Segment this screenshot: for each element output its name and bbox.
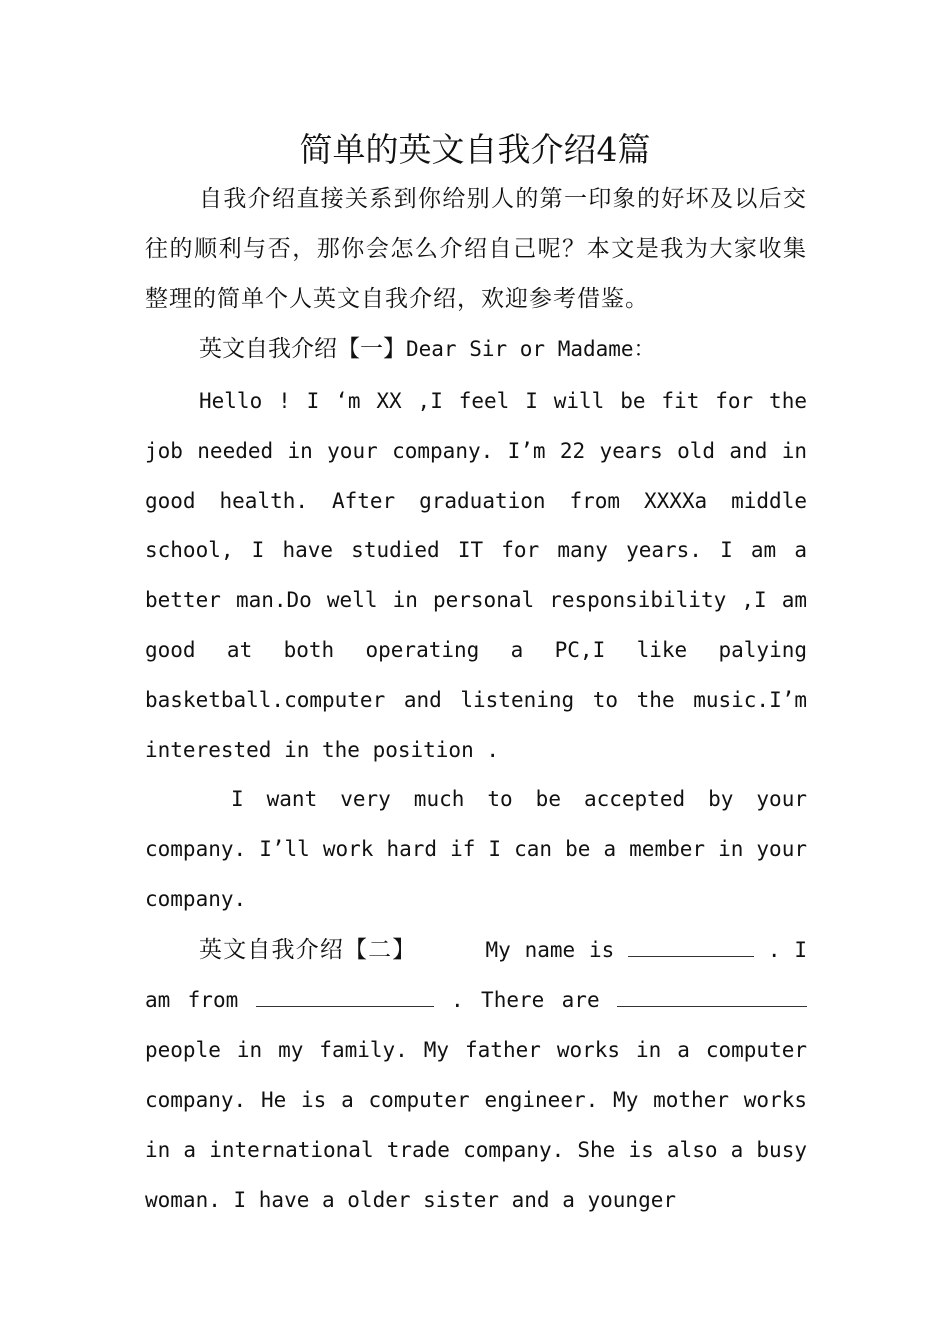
section1-heading-line: [145, 324, 807, 377]
family-count-blank: [617, 990, 807, 1007]
intro-paragraph: 自我介绍直接关系到你给别人的第一印象的好坏及以后交往的顺利与否，那你会怎么介绍自己呢？本文是我为大家收集整理的简单个人英文自我介绍，欢迎参考借鉴。: [145, 186, 807, 312]
document-title: 简单的英文自我介绍4篇: [299, 130, 651, 169]
section1-paragraph-2: I want very much to be accepted by your company. I’ll work hard if I can be a member in your company.: [145, 787, 807, 911]
name-blank: [628, 940, 754, 957]
section2-text-a: My name is: [485, 937, 615, 962]
document-body: [145, 174, 807, 1225]
section1-heading: 英文自我介绍【一】: [199, 336, 406, 362]
section2-heading: 英文自我介绍【二】: [199, 936, 417, 963]
section1-paragraph-1: Hello ! I ‘m XX ,I feel I will be fit for the job needed in your company. I’m 22 years old and in good health. After graduation from XXXXa middle school, I have studied IT for many years. I am a better man.Do well in personal responsibility ,I am good at both operating a PC,I like palying basketball.computer and listening to the music.I’m interested in the position .: [145, 389, 807, 762]
hometown-blank: [256, 990, 434, 1007]
section2-text-d: people in my family. My father works in a computer company. He is a computer engineer. My mother works in a international trade company. She is also a busy woman. I have a older sister and a younger: [145, 1037, 807, 1212]
section2-text-c: . There are: [451, 987, 600, 1012]
section2-text-b: . I am from: [145, 937, 807, 1012]
section1-salutation: Dear Sir or Madame：: [406, 337, 655, 361]
section2-paragraph: [145, 925, 807, 1225]
